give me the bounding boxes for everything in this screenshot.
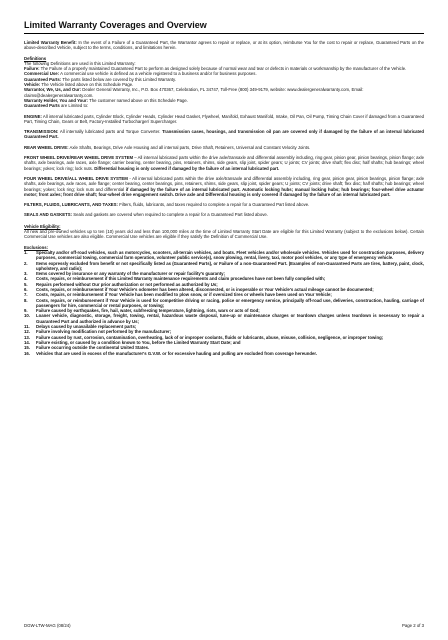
exclusion-number: 4. xyxy=(24,276,28,282)
exclusion-number: 7. xyxy=(24,292,28,298)
exclusion-number: 5. xyxy=(24,281,28,287)
coverage-paragraph xyxy=(24,176,424,197)
coverage-label: FOUR WHEEL DRIVE/ALL WHEEL DRIVE SYSTEM xyxy=(24,175,128,181)
coverage-label: REAR WHEEL DRIVE: xyxy=(24,144,69,150)
coverage-label: ENGINE: xyxy=(24,113,42,119)
exclusion-number: 8. xyxy=(24,297,28,303)
footer-page-number: Page 2 of 3 xyxy=(402,623,424,628)
coverage-text: Axle Shafts, Bearings, Drive Axle Housing and all internal parts, Drive Shaft, Retainers, Universal and Constant Velocity Joints. xyxy=(69,144,311,150)
definition-text: The Failure of a properly maintained Guaranteed Part to perform as designed solely because of normal wear and tear or defects in materials or workmanship by the manufacturer of the Vehicle. xyxy=(40,66,407,72)
definition-term: Guaranteed Parts xyxy=(24,103,60,109)
exclusion-text: Costs, repairs, or reimbursement if Your Vehicle is used for competitive driving or racing, police or emergency service, principally off-road use, deliveries, construction, hauling, carriage of passengers for hire, commercial or rental purposes, or towing; xyxy=(36,297,424,308)
exclusion-text: Failure existing, or caused by a condition known to You, before the Limited Warranty Start Date; and xyxy=(36,339,241,345)
coverage-paragraph xyxy=(24,145,424,150)
coverage-paragraph xyxy=(24,155,424,171)
definition-term: Guaranteed Parts: xyxy=(24,76,62,82)
exclusion-text: Failure caused by rust, corrosion, contamination, overheating, lack of or improper coolants, fluids or lubricants, abuse, misuse, collision, negligence, or improper towing; xyxy=(36,334,384,340)
exclusion-number: 9. xyxy=(24,308,28,314)
exclusions-section xyxy=(24,245,424,356)
coverage-label: TRANSMISSION: xyxy=(24,129,59,135)
exclusion-text: Specialty and/or off-road vehicles, such as motorcycles, scooters, all-terrain vehicles, and boats. Fleet vehicles and/or wholesale vehicles. Vehicles used for construction purposes, delivery purposes, commercial towing, commercial farm operation, volunteer public service(s), snow plowing, rental, livery, taxi, motor pool vehicles, or any type of emergency vehicle. xyxy=(36,249,424,261)
exclusion-number: 13. xyxy=(24,334,30,340)
exclusions-heading: Exclusions: xyxy=(24,244,49,250)
definition-item xyxy=(24,103,424,108)
exclusion-text: Costs, repairs, or reimbursement if this Limited Warranty maintenance requirements and claim procedures have not been fully complied with; xyxy=(36,276,326,282)
exclusion-text: Costs, repairs, or reimbursement if Your Vehicle has been modified to plow snow, or if oversized tires or wheels have been used on Your Vehicle; xyxy=(36,292,332,298)
exclusion-number: 16. xyxy=(24,350,30,356)
coverage-paragraph xyxy=(24,114,424,125)
coverage-text: - All internal lubricated parts within the drive axle/transaxle and differential assembly including, ring gear, pinion gear, pinion bearings, pinion flange; axle shafts, axle bearings, axle races, axle flange; center bearing, center bearings, pins, retainers, shims, side gears, slip joint, spider gears; U joints; CV joints; drive shaft; flex disc; half shafts; hub bearings; wheel bearings; yokes; lock ring; lock nuts and differential xyxy=(24,175,425,192)
coverage-text: All internally lubricated parts and Torque Converter. xyxy=(59,129,161,135)
definition-text: A commercial use vehicle is defined as a vehicle registered to a business and/or for business purposes. xyxy=(60,71,257,77)
exclusion-number: 15. xyxy=(24,345,30,351)
exclusion-number: 3. xyxy=(24,271,28,277)
exclusion-item xyxy=(24,351,424,356)
definition-term: Warrantor, We, Us, and Our: xyxy=(24,87,82,93)
definition-text: The parts listed below are covered by this Limited Warranty. xyxy=(62,76,177,82)
eligibility-text: All new and pre-owned vehicles up to ten (10) years old and less than 100,000 miles at the time of Limited Warranty Start Date are eligible for this Limited Warranty (subject to the exclusions below). Certain Commercial Use vehicles are also eligible. Commercial Use vehicles are eligible if they satisfy the Definition of Commercial Use. xyxy=(24,229,424,240)
exclusions-list xyxy=(24,250,424,356)
coverage-paragraph xyxy=(24,202,424,207)
benefit-paragraph xyxy=(24,40,424,51)
exclusion-text: Failure involving modification not performed by the manufacturer; xyxy=(36,329,172,335)
exclusion-item xyxy=(24,261,424,272)
coverage-paragraph xyxy=(24,129,424,140)
coverage-label: SEALS AND GASKETS: xyxy=(24,212,73,218)
exclusion-item xyxy=(24,250,424,261)
definition-item xyxy=(24,87,424,98)
definition-term: Commercial Use: xyxy=(24,71,60,77)
definition-text: Dealer General Warranty, Inc., P.O. Box 470367, Celebration, FL 34747, Toll-Free (800) 349-9179, website: www.dealergeneralwarranty.com, Email: claims@dealergeneralwarranty.com. xyxy=(24,87,364,98)
footer-form-code: DGW-LTW-MAG (08/24) xyxy=(24,623,71,628)
exclusion-text: Repairs performed without Our prior authorization or not performed as authorized by Us; xyxy=(36,281,218,287)
benefit-label: Limited Warranty Benefit: xyxy=(24,40,77,45)
exclusion-text: Costs, repairs, or reimbursement if Your Vehicle's odometer has been altered, disconnected, or is inoperable or Your Vehicle's actual mileage cannot be documented; xyxy=(36,286,374,292)
exclusion-text: Loaner vehicle, diagnostic, storage, freight, towing, rental, hazardous waste disposal, tune-up or maintenance charges or teardown charges unless teardown is necessary to repair a Guaranteed Part and authorized in advance by Us; xyxy=(36,313,424,324)
coverage-label: FILTERS, FLUIDS, LUBRICANTS, AND TAXES: xyxy=(24,202,118,208)
definitions-section xyxy=(24,56,424,109)
definition-text: The customer named above on this Schedule Page. xyxy=(89,97,189,103)
exclusion-number: 14. xyxy=(24,339,30,345)
definitions-heading: Definitions xyxy=(24,55,47,61)
definition-term: Vehicle: xyxy=(24,82,41,88)
coverages-section xyxy=(24,114,424,218)
exclusion-text: Vehicles that are used in excess of the manufacturer's G.V.W. or for excessive hauling and pulling are excluded from coverage hereunder. xyxy=(36,350,317,356)
definitions-list xyxy=(24,66,424,108)
page-footer xyxy=(24,623,424,628)
exclusion-text: Failure caused by earthquakes, fire, hail, water, subfreezing temperature, lightning, riots, wars or acts of God; xyxy=(36,308,260,314)
page-title: Limited Warranty Coverages and Overview xyxy=(24,20,424,34)
coverage-text: Filters, fluids, lubricants, and taxes required to complete a repair for a Guaranteed Part listed above. xyxy=(119,202,310,208)
coverage-text: All internal lubricated parts, Cylinder Block, Cylinder Heads, Cylinder Head Gasket, Flywheel, Manifold, Exhaust Manifold, Intake, Oil Pan, Oil Pump, Timing Chain Cover if damaged from a Guaranteed Part, Timing Chain, Gears or Belt, Factory-Installed Turbocharger/ Supercharger. xyxy=(24,113,424,124)
coverage-limitation: if damaged by the failure of an internal lubricated part. Automatic locking hubs; manual locking hubs; hub bearings; four-wheel drive actuator motor; front axles; front drive shaft; four-wheel drive engagement switch. Drive axle and Differential housing is only covered if damaged by the failure of an internal lubricated part. xyxy=(24,186,424,197)
document-page xyxy=(24,20,424,356)
definition-text: The Vehicle listed above on this Schedule Page. xyxy=(41,82,134,88)
exclusion-number: 6. xyxy=(24,286,28,292)
exclusion-number: 11. xyxy=(24,324,30,330)
coverage-paragraph xyxy=(24,212,424,217)
eligibility-paragraph xyxy=(24,224,424,240)
exclusion-item xyxy=(24,313,424,324)
exclusion-number: 10. xyxy=(24,313,30,319)
definition-term: Failure: xyxy=(24,66,40,72)
coverage-limitation: Differential housing is only covered if damaged by the failure of an internal lubricated part. xyxy=(94,165,280,171)
coverage-label: FRONT WHEEL DRIVE/REAR WHEEL DRIVE SYSTEM xyxy=(24,155,134,161)
definitions-intro: The following Definitions are used in this Limited Warranty: xyxy=(24,60,136,66)
exclusion-text: Items covered by insurance or any warranty of the manufacturer or repair facility's guaranty; xyxy=(36,271,225,277)
definition-term: Warranty Holder, You and Your: xyxy=(24,97,88,103)
exclusion-number: 2. xyxy=(24,260,28,266)
coverage-text: – All internal lubricated parts within the drive axle/transaxle and differential assembly including, ring gear, pinion gear, pinion bearings, pinion flange; axle shafts, axle bearings, axle races, axle flange; carrier bearing, center bearing, pins, retainers, shims, side gears, slip joint, spider gears; U joints; CV joints; drive shaft; flex disc; half shafts; hub bearings; wheel bearings; yokes; lock ring; lock nuts. xyxy=(24,155,424,171)
coverage-limitation: Transmission cases, housings, and transmission oil pan are covered only if damaged by the failure of an internal lubricated Guaranteed Part. xyxy=(24,129,424,140)
eligibility-heading: Vehicle Eligibility: xyxy=(24,223,61,229)
exclusion-number: 12. xyxy=(24,329,30,335)
coverage-text: Seals and gaskets are covered when required to complete a repair for a Guaranteed Part listed above. xyxy=(73,212,268,218)
exclusion-item xyxy=(24,298,424,309)
exclusion-text: Items expressly excluded from benefit or not specifically listed as (Guaranteed Parts), or Failure of a non-Guaranteed Part. (Examples of non-Guaranteed Parts are tires, battery, paint, clock, upholstery, and radio); xyxy=(36,260,424,271)
exclusion-text: Failure occurring outside the continental United States. xyxy=(36,345,150,351)
exclusion-text: Delays caused by unavailable replacement parts; xyxy=(36,324,137,330)
definition-text: are Limited to: xyxy=(61,103,89,109)
exclusion-number: 1. xyxy=(24,249,28,255)
benefit-text: In the event of a Failure of a Guaranteed Part, the Warrantor agrees to repair or replace, or at its option, reimburse You for the cost to repair or replace, Guaranteed Parts on the above-described Vehicle, subject to the terms, conditions, and limitations herein. xyxy=(24,40,424,51)
